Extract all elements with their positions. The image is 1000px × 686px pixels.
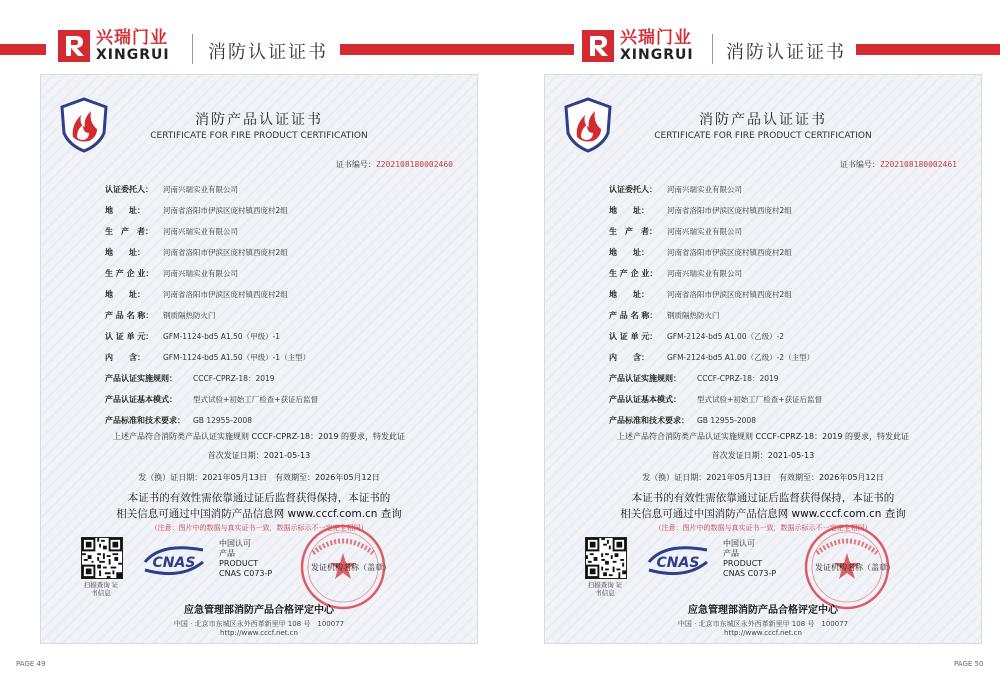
website-link[interactable]: http://www.cccf.net.cn bbox=[220, 629, 298, 637]
address-line: 中国 · 北京市东城区永外西革新里甲 108 号 100077 bbox=[677, 620, 849, 628]
cnas-line: PRODUCT bbox=[723, 559, 763, 568]
svg-text:CNAS: CNAS bbox=[656, 555, 700, 571]
field-value: 河南省洛阳市伊滨区庞村镇西庞村2组 bbox=[667, 290, 792, 299]
field-label: 认 证 单 元： bbox=[105, 332, 154, 341]
field-label: 地 址： bbox=[609, 248, 649, 257]
field-label: 产 品 名 称： bbox=[105, 311, 154, 320]
field-row bbox=[105, 263, 445, 284]
website-link[interactable]: http://www.cccf.net.cn bbox=[724, 629, 802, 637]
field-row bbox=[609, 305, 949, 326]
qr-code-icon bbox=[81, 537, 123, 579]
authority-address bbox=[41, 619, 477, 637]
field-label: 产品认证实施规则： bbox=[609, 374, 681, 383]
field-label: 生 产 者： bbox=[609, 227, 657, 236]
field-label: 生 产 企 业： bbox=[609, 269, 658, 278]
issuing-authority: 应急管理部消防产品合格评定中心 bbox=[688, 605, 838, 616]
certificate-title-cn: 消防产品认证证书 bbox=[195, 112, 323, 128]
xingrui-logo-icon bbox=[582, 30, 614, 62]
brand-logo bbox=[582, 30, 694, 62]
field-row bbox=[105, 200, 445, 221]
field-value: 河南省洛阳市伊滨区庞村镇西庞村2组 bbox=[667, 248, 792, 257]
page-number: PAGE 49 bbox=[16, 660, 46, 668]
field-row bbox=[105, 389, 445, 410]
field-value: GFM-2124-bd5 A1.00（乙级）-2（主型） bbox=[667, 353, 815, 362]
section-title: 消防认证证书 bbox=[208, 42, 328, 63]
field-value: 河南兴瑞实业有限公司 bbox=[163, 269, 238, 278]
field-label: 认证委托人： bbox=[609, 185, 657, 194]
cnas-line: CNAS C073-P bbox=[219, 569, 273, 578]
issuer-signature: 发证机构名称（盖章） bbox=[311, 563, 391, 572]
cnas-line: PRODUCT bbox=[219, 559, 259, 568]
brand-logo bbox=[58, 30, 170, 62]
field-value: 型式试验+初始工厂检查+获证后监督 bbox=[193, 395, 319, 404]
issuing-authority: 应急管理部消防产品合格评定中心 bbox=[184, 605, 334, 616]
certificate-number bbox=[336, 159, 453, 170]
validity-period: 发（换）证日期：2021年05月13日 有效期至：2026年05月12日 bbox=[138, 473, 380, 482]
field-value: GFM-1124-bd5 A1.50（甲级）-1 bbox=[163, 332, 281, 341]
cnas-line: 产品 bbox=[219, 549, 235, 558]
field-row bbox=[609, 221, 949, 242]
validity-notice-line1: 本证书的有效性需依靠通过证后监督获得保持，本证书的 bbox=[631, 492, 895, 504]
field-row bbox=[609, 410, 949, 431]
field-row bbox=[609, 389, 949, 410]
field-row bbox=[609, 200, 949, 221]
page-number: PAGE 50 bbox=[954, 660, 984, 668]
field-label: 生 产 者： bbox=[105, 227, 153, 236]
brand-name-cn: 兴瑞门业 bbox=[96, 28, 168, 48]
first-issue-date: 首次发证日期：2021-05-13 bbox=[711, 451, 815, 460]
svg-text:CNAS: CNAS bbox=[152, 555, 196, 571]
field-label: 生 产 企 业： bbox=[105, 269, 154, 278]
field-label: 认 证 单 元： bbox=[609, 332, 658, 341]
cnas-line: 中国认可 bbox=[723, 539, 755, 548]
header-divider bbox=[192, 34, 193, 64]
brand-name-en: XINGRUI bbox=[620, 47, 694, 63]
header-band-left bbox=[500, 44, 574, 55]
certificate-title-cn: 消防产品认证证书 bbox=[699, 112, 827, 128]
field-value: GFM-1124-bd5 A1.50（甲级）-1（主型） bbox=[163, 353, 311, 362]
qr-caption: 扫描查询 证书信息 bbox=[587, 581, 623, 597]
field-value: 河南省洛阳市伊滨区庞村镇西庞村2组 bbox=[163, 206, 288, 215]
field-value: CCCF-CPRZ-18：2019 bbox=[697, 374, 779, 383]
field-row bbox=[609, 347, 949, 368]
cnas-line: CNAS C073-P bbox=[723, 569, 777, 578]
field-label: 地 址： bbox=[105, 206, 145, 215]
field-value: 河南省洛阳市伊滨区庞村镇西庞村2组 bbox=[163, 290, 288, 299]
first-issue-date: 首次发证日期：2021-05-13 bbox=[207, 451, 311, 460]
field-row bbox=[105, 347, 445, 368]
field-row bbox=[105, 368, 445, 389]
certificate-title-en: CERTIFICATE FOR FIRE PRODUCT CERTIFICATION bbox=[654, 131, 872, 141]
field-label: 地 址： bbox=[609, 290, 649, 299]
field-value: 型式试验+初始工厂检查+获证后监督 bbox=[697, 395, 823, 404]
cnas-line: 中国认可 bbox=[219, 539, 251, 548]
header-band-right bbox=[340, 44, 500, 55]
field-row bbox=[105, 179, 445, 200]
cnas-line: 产品 bbox=[723, 549, 739, 558]
issuer-signature: 发证机构名称（盖章） bbox=[815, 563, 895, 572]
disclaimer-note: （注意：图片中的数据与真实证书一致，数据示标示不一定完全相同） bbox=[654, 524, 872, 532]
field-row bbox=[105, 305, 445, 326]
field-label: 产品标准和技术要求： bbox=[609, 416, 689, 425]
header-band-left bbox=[0, 44, 46, 55]
certificate-fields bbox=[105, 179, 445, 431]
field-label: 地 址： bbox=[105, 248, 145, 257]
field-row bbox=[609, 368, 949, 389]
field-row bbox=[609, 242, 949, 263]
certificate-title-en: CERTIFICATE FOR FIRE PRODUCT CERTIFICATION bbox=[150, 131, 368, 141]
field-row bbox=[609, 326, 949, 347]
certificate-statement: 上述产品符合消防类产品认证实施规则 CCCF-CPRZ-18：2019 的要求，特发此证 bbox=[112, 432, 406, 441]
field-row bbox=[105, 326, 445, 347]
validity-notice-line2: 相关信息可通过中国消防产品信息网 www.cccf.com.cn 查询 bbox=[620, 508, 906, 520]
certificate-number-value: Z202108180002461 bbox=[879, 160, 957, 169]
field-label: 认证委托人： bbox=[105, 185, 153, 194]
cnas-accreditation bbox=[723, 539, 776, 579]
field-label: 内 含： bbox=[105, 353, 145, 362]
field-label: 产品认证实施规则： bbox=[105, 374, 177, 383]
fire-certificate bbox=[40, 74, 478, 644]
field-value: 钢质隔热防火门 bbox=[667, 311, 720, 320]
section-title: 消防认证证书 bbox=[726, 42, 846, 63]
qr-caption: 扫描查询 证书信息 bbox=[83, 581, 119, 597]
validity-period: 发（换）证日期：2021年05月13日 有效期至：2026年05月12日 bbox=[642, 473, 884, 482]
cnas-accreditation bbox=[219, 539, 272, 579]
field-label: 产 品 名 称： bbox=[609, 311, 658, 320]
field-row bbox=[105, 242, 445, 263]
right-page bbox=[500, 0, 1000, 686]
certificate-number bbox=[840, 159, 957, 170]
field-value: GFM-2124-bd5 A1.00（乙级）-2 bbox=[667, 332, 785, 341]
field-row bbox=[609, 179, 949, 200]
field-label: 产品认证基本模式： bbox=[105, 395, 177, 404]
certificate-fields bbox=[609, 179, 949, 431]
field-value: 河南兴瑞实业有限公司 bbox=[163, 185, 238, 194]
field-value: CCCF-CPRZ-18：2019 bbox=[193, 374, 275, 383]
cnas-logo-icon bbox=[141, 540, 207, 580]
field-value: GB 12955-2008 bbox=[193, 416, 252, 425]
field-label: 产品标准和技术要求： bbox=[105, 416, 185, 425]
disclaimer-note: （注意：图片中的数据与真实证书一致，数据示标示不一定完全相同） bbox=[150, 524, 368, 532]
header-band-right bbox=[856, 44, 1000, 55]
certificate-number-label: 证书编号： bbox=[839, 160, 880, 169]
brand-name-en: XINGRUI bbox=[96, 47, 170, 63]
field-label: 产品认证基本模式： bbox=[609, 395, 681, 404]
field-row bbox=[609, 263, 949, 284]
certificate-statement: 上述产品符合消防类产品认证实施规则 CCCF-CPRZ-18：2019 的要求，特发此证 bbox=[616, 432, 910, 441]
field-row bbox=[105, 410, 445, 431]
field-row bbox=[105, 284, 445, 305]
field-value: 河南兴瑞实业有限公司 bbox=[667, 185, 742, 194]
certificate-number-value: Z202108180002460 bbox=[375, 160, 453, 169]
address-line: 中国 · 北京市东城区永外西革新里甲 108 号 100077 bbox=[173, 620, 345, 628]
certificate-number-label: 证书编号： bbox=[335, 160, 376, 169]
xingrui-logo-icon bbox=[58, 30, 90, 62]
header-divider bbox=[712, 34, 713, 64]
field-value: 河南兴瑞实业有限公司 bbox=[667, 269, 742, 278]
field-value: 河南省洛阳市伊滨区庞村镇西庞村2组 bbox=[667, 206, 792, 215]
authority-address bbox=[545, 619, 981, 637]
field-value: 河南兴瑞实业有限公司 bbox=[163, 227, 238, 236]
validity-notice-line2: 相关信息可通过中国消防产品信息网 www.cccf.com.cn 查询 bbox=[116, 508, 402, 520]
field-value: 河南兴瑞实业有限公司 bbox=[667, 227, 742, 236]
field-value: GB 12955-2008 bbox=[697, 416, 756, 425]
fire-certificate bbox=[544, 74, 982, 644]
field-row bbox=[105, 221, 445, 242]
field-value: 河南省洛阳市伊滨区庞村镇西庞村2组 bbox=[163, 248, 288, 257]
field-label: 内 含： bbox=[609, 353, 649, 362]
field-value: 钢质隔热防火门 bbox=[163, 311, 216, 320]
validity-notice-line1: 本证书的有效性需依靠通过证后监督获得保持，本证书的 bbox=[127, 492, 391, 504]
brand-name-cn: 兴瑞门业 bbox=[620, 28, 692, 48]
qr-code-icon bbox=[585, 537, 627, 579]
field-row bbox=[609, 284, 949, 305]
field-label: 地 址： bbox=[609, 206, 649, 215]
field-label: 地 址： bbox=[105, 290, 145, 299]
cnas-logo-icon bbox=[645, 540, 711, 580]
